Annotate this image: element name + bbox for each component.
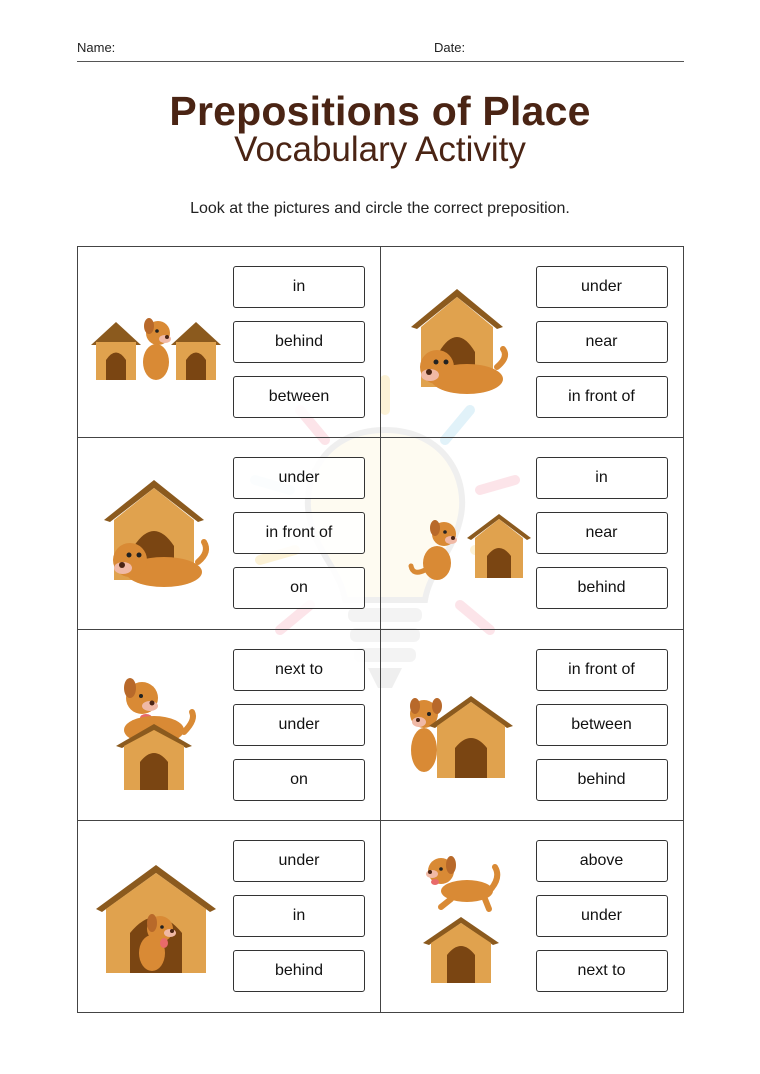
option-button[interactable]: under: [536, 266, 668, 308]
dog-in-front-of-doghouse-image: [86, 458, 236, 608]
exercise-card: [78, 821, 381, 1012]
option-button[interactable]: behind: [233, 950, 365, 992]
option-button[interactable]: behind: [233, 321, 365, 363]
dog-above-doghouse-image: [389, 841, 539, 991]
option-button[interactable]: behind: [536, 567, 668, 609]
options-list: [536, 840, 668, 992]
option-button[interactable]: in: [536, 457, 668, 499]
options-list: [233, 649, 365, 801]
exercise-card: [381, 821, 684, 1012]
option-button[interactable]: near: [536, 321, 668, 363]
date-label: Date:: [434, 40, 466, 55]
options-list: [233, 266, 365, 418]
option-button[interactable]: under: [233, 840, 365, 882]
dog-on-doghouse-image: [86, 650, 236, 800]
option-button[interactable]: under: [233, 704, 365, 746]
options-list: [536, 266, 668, 418]
option-button[interactable]: on: [233, 759, 365, 801]
exercise-card: [78, 438, 381, 629]
option-button[interactable]: in front of: [536, 376, 668, 418]
option-button[interactable]: under: [233, 457, 365, 499]
page-subtitle: Vocabulary Activity: [234, 130, 526, 169]
option-button[interactable]: next to: [233, 649, 365, 691]
option-button[interactable]: above: [536, 840, 668, 882]
option-button[interactable]: between: [233, 376, 365, 418]
dog-in-front-of-doghouse-image: [389, 267, 539, 417]
option-button[interactable]: between: [536, 704, 668, 746]
options-list: [233, 457, 365, 609]
exercise-card: [381, 247, 684, 438]
option-button[interactable]: on: [233, 567, 365, 609]
option-button[interactable]: under: [536, 895, 668, 937]
option-button[interactable]: next to: [536, 950, 668, 992]
exercise-card: [381, 630, 684, 821]
option-button[interactable]: behind: [536, 759, 668, 801]
options-list: [233, 840, 365, 992]
exercise-card: [78, 247, 381, 438]
option-button[interactable]: in front of: [536, 649, 668, 691]
name-date-line: [77, 38, 684, 62]
instructions: Look at the pictures and circle the correct preposition.: [190, 200, 570, 217]
exercise-grid: [77, 246, 684, 1013]
options-list: [536, 649, 668, 801]
page-title: Prepositions of Place: [169, 88, 591, 134]
name-label: Name:: [77, 40, 116, 55]
exercise-card: [381, 438, 684, 629]
dog-between-doghouses-image: [86, 267, 236, 417]
dog-behind-doghouse-image: [389, 650, 539, 800]
option-button[interactable]: in: [233, 266, 365, 308]
option-button[interactable]: near: [536, 512, 668, 554]
option-button[interactable]: in: [233, 895, 365, 937]
exercise-card: [78, 630, 381, 821]
options-list: [536, 457, 668, 609]
dog-in-doghouse-image: [86, 841, 236, 991]
dog-near-doghouse-image: [389, 458, 539, 608]
option-button[interactable]: in front of: [233, 512, 365, 554]
